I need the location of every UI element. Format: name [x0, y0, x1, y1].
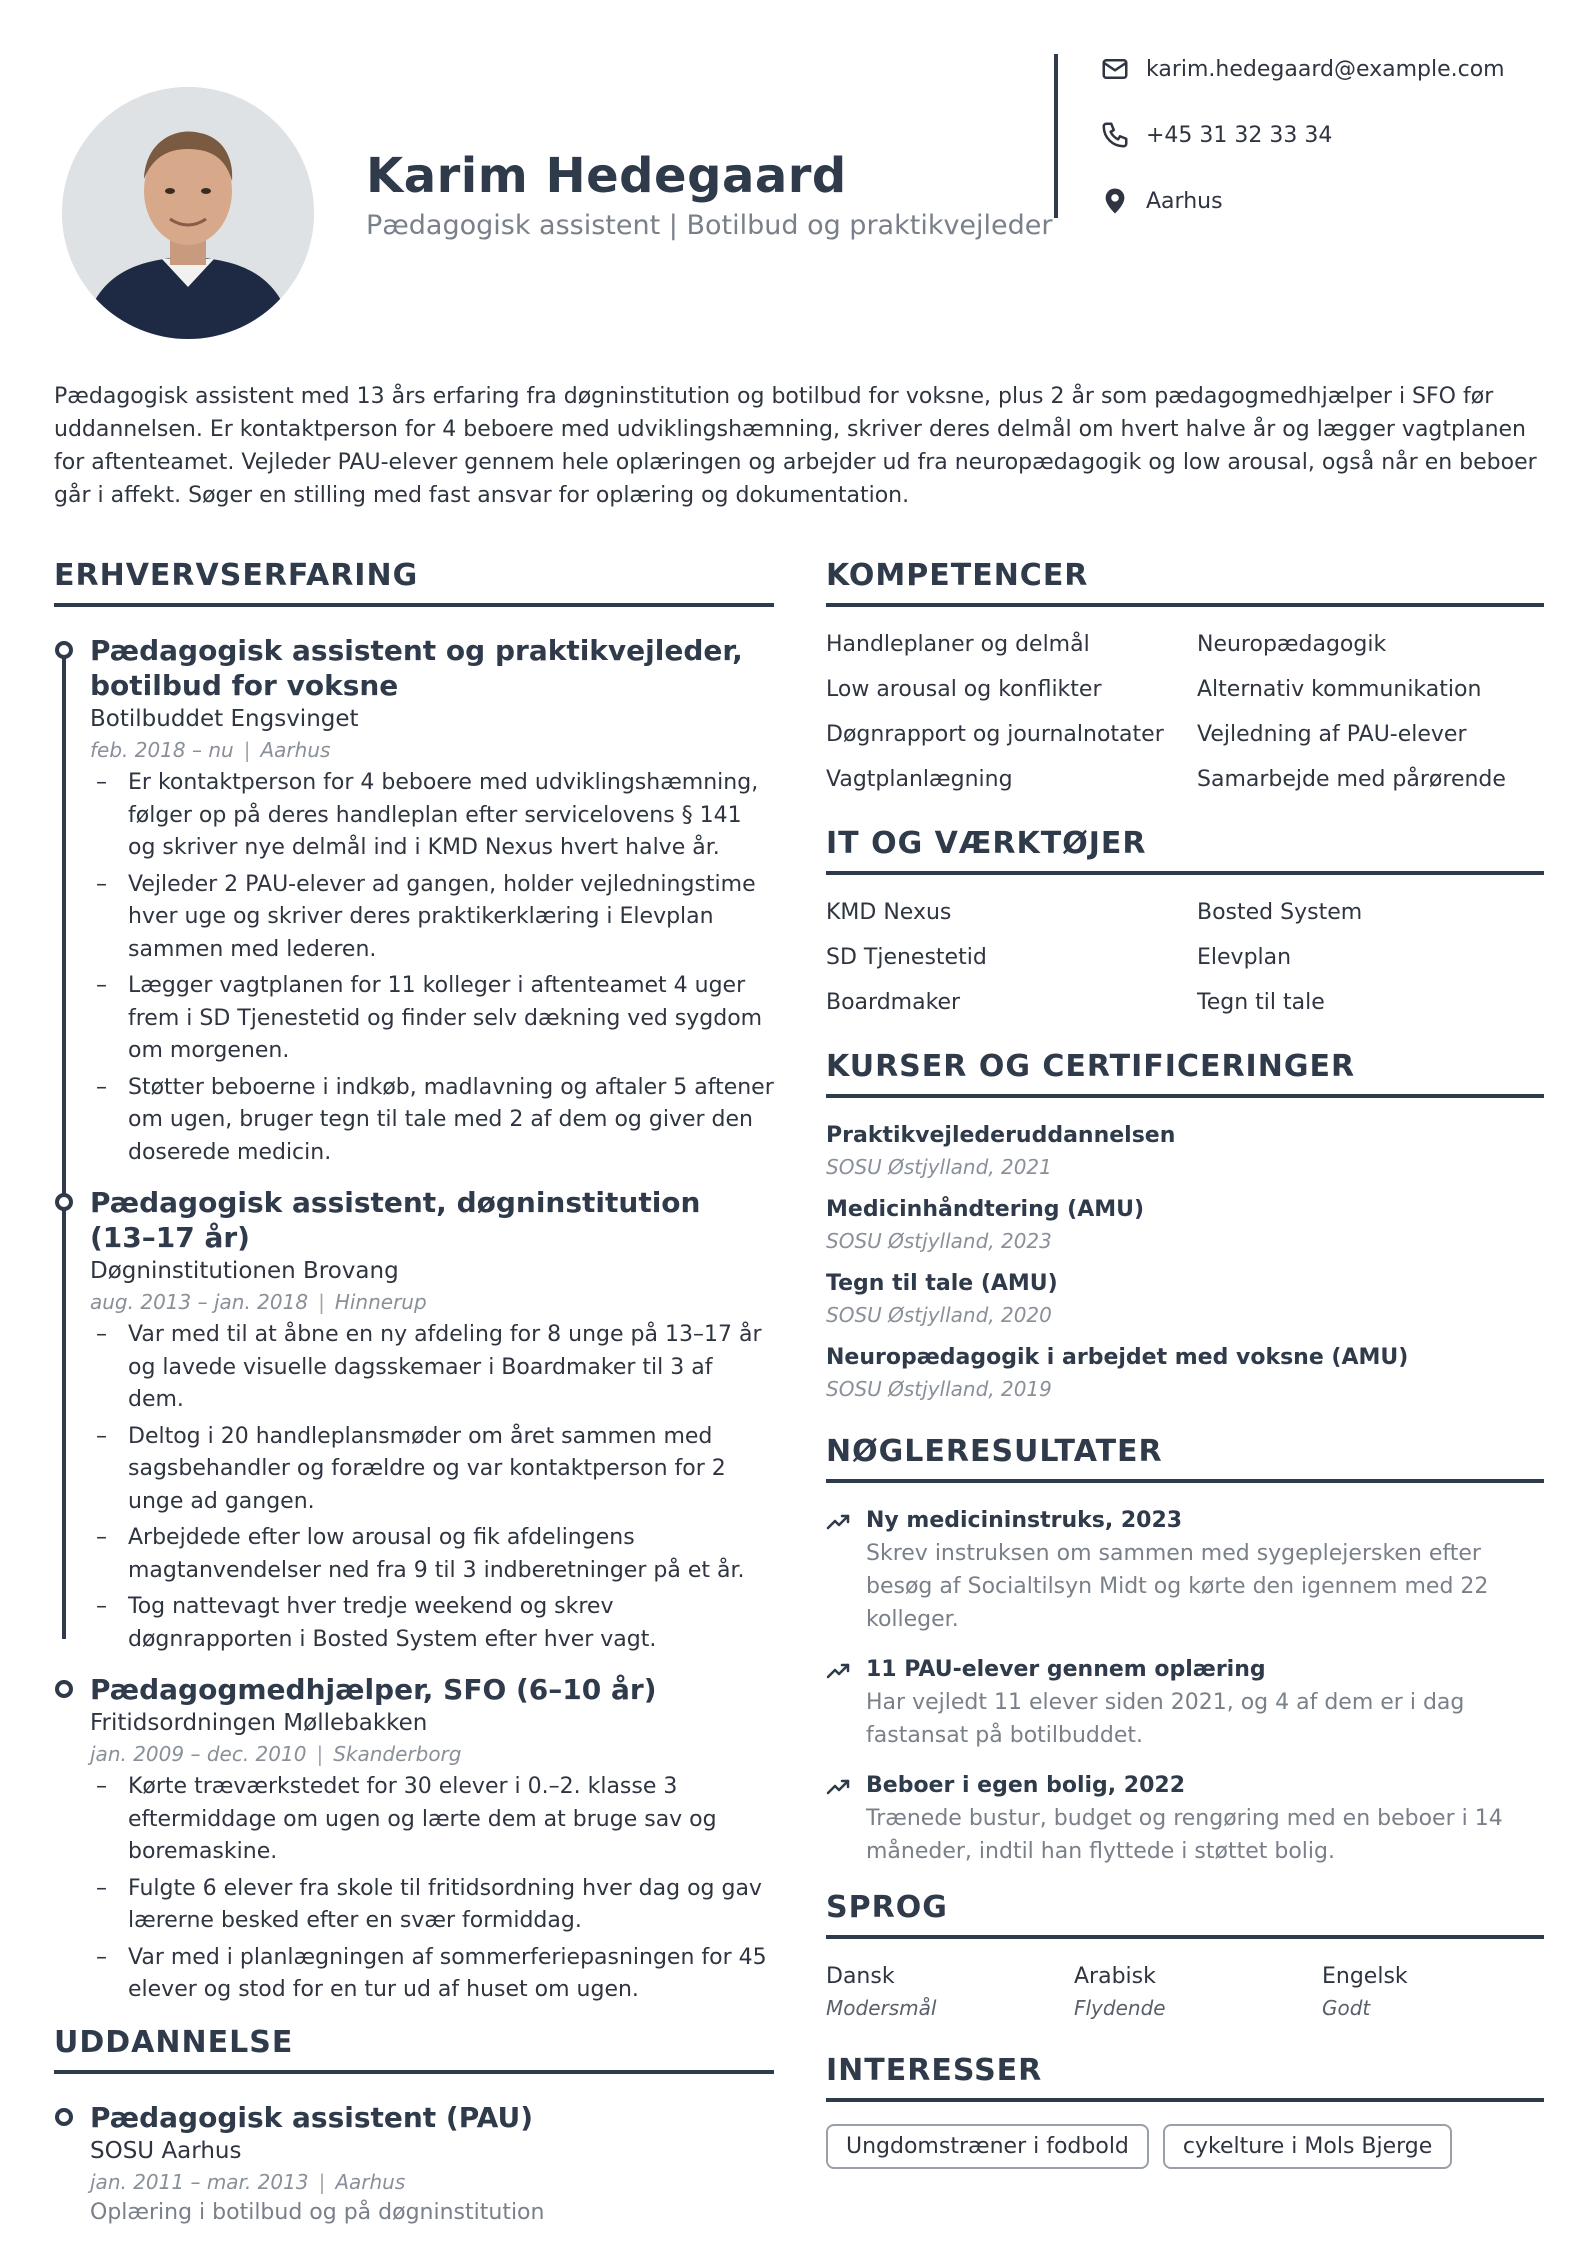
job-meta: jan. 2009 – dec. 2010 | Skanderborg — [90, 1742, 462, 1766]
phone-text: +45 31 32 33 34 — [1146, 122, 1333, 148]
tools-grid — [826, 897, 1544, 1019]
trending-up-icon — [826, 1778, 852, 1796]
job-bullet: – Vejleder 2 PAU-elever ad gangen, holder vejledningstime hver uge og skriver deres praktikerklæring i Elevplan sammen med lederen. — [90, 869, 774, 967]
skill-item: Døgnrapport og journalnotater — [826, 722, 1164, 747]
skill-item: Neuropædagogik — [1197, 632, 1387, 657]
timeline-dot — [55, 1680, 73, 1698]
trending-up-icon — [826, 1513, 852, 1531]
job-bullet: – Støtter beboerne i indkøb, madlavning og aftaler 5 aftener om ugen, bruger tegn til tale med 2 af dem og giver den doserede medicin. — [90, 1072, 774, 1170]
language-level: Modersmål — [826, 1996, 937, 2020]
language-item — [1322, 1961, 1544, 2023]
result-description: Skrev instruksen om sammen med sygeplejersken efter besøg af Socialtilsyn Midt og kørte den igennem med 22 kolleger. — [866, 1541, 1489, 1632]
job-bullet: – Arbejdede efter low arousal og fik afdelingens magtanvendelser ned fra 9 til 3 indberetninger på et år. — [90, 1522, 774, 1587]
trending-up-icon — [826, 1662, 852, 1680]
tool-item: Bosted System — [1197, 900, 1363, 925]
header-divider — [1054, 54, 1058, 218]
job-title: Pædagogisk assistent, døgninstitution (13–17 år) — [90, 1186, 701, 1254]
job-place: Hinnerup — [334, 1290, 427, 1314]
language-name: Dansk — [826, 1964, 895, 1989]
education-description: Oplæring i botilbud og på døgninstitution — [90, 2199, 545, 2225]
section-title-languages: SPROG — [826, 1890, 1544, 1939]
result-item — [826, 1770, 1544, 1868]
tool-item: Elevplan — [1197, 945, 1292, 970]
course-name: Tegn til tale (AMU) — [826, 1271, 1058, 1296]
email-text: karim.hedegaard@example.com — [1146, 56, 1505, 82]
job-bullet: – Er kontaktperson for 4 beboere med udviklingshæmning, følger op på deres handleplan efter servicelovens § 141 og skriver nye delmål ind i KMD Nexus hvert halve år. — [90, 767, 774, 865]
course-item — [826, 1120, 1544, 1182]
job-title: Pædagogmedhjælper, SFO (6–10 år) — [90, 1673, 657, 1706]
job-bullets — [90, 767, 774, 1169]
job-employer: Døgninstitutionen Brovang — [90, 1258, 399, 1284]
tool-item: KMD Nexus — [826, 900, 952, 925]
location-text: Aarhus — [1146, 188, 1223, 214]
tool-item: Boardmaker — [826, 990, 961, 1015]
candidate-subtitle: Pædagogisk assistent | Botilbud og praktikvejleder — [366, 210, 1053, 241]
skill-item: Alternativ kommunikation — [1197, 677, 1482, 702]
education-title: Pædagogisk assistent (PAU) — [90, 2100, 534, 2134]
education-dates: jan. 2011 – mar. 2013 — [90, 2169, 309, 2194]
contact-location — [1100, 186, 1223, 216]
education-list — [54, 2100, 774, 2229]
course-name: Medicinhåndtering (AMU) — [826, 1197, 1145, 1222]
job-entry — [54, 1185, 774, 1656]
job-title: Pædagogisk assistent og praktikvejleder, botilbud for voksne — [90, 634, 743, 702]
course-name: Neuropædagogik i arbejdet med voksne (AMU) — [826, 1345, 1409, 1370]
education-entry — [54, 2100, 774, 2229]
section-title-skills: KOMPETENCER — [826, 558, 1544, 607]
language-name: Arabisk — [1074, 1964, 1156, 1989]
skill-item: Vagtplanlægning — [826, 767, 1013, 792]
result-title: Ny medicininstruks, 2023 — [866, 1508, 1183, 1533]
skill-item: Samarbejde med pårørende — [1197, 767, 1506, 792]
phone-icon — [1100, 120, 1130, 150]
location-pin-icon — [1100, 186, 1130, 216]
job-bullets — [90, 1771, 774, 2007]
job-bullet: – Lægger vagtplanen for 11 kolleger i aftenteamet 4 uger frem i SD Tjenestetid og finder selv dækning ved sygdom om morgenen. — [90, 970, 774, 1068]
contact-phone[interactable] — [1100, 120, 1332, 150]
left-column — [54, 558, 774, 2245]
result-item — [826, 1505, 1544, 1636]
experience-timeline — [54, 633, 774, 2007]
course-provider: SOSU Østjylland, 2020 — [826, 1303, 1052, 1327]
job-bullet: – Var med til at åbne en ny afdeling for 8 unge på 13–17 år og lavede visuelle dagsskemaer i Boardmaker til 3 af dem. — [90, 1319, 774, 1417]
skill-item: Handleplaner og delmål — [826, 632, 1090, 657]
course-provider: SOSU Østjylland, 2023 — [826, 1229, 1052, 1253]
profile-photo — [62, 87, 314, 339]
job-employer: Botilbuddet Engsvinget — [90, 706, 359, 732]
skill-item: Vejledning af PAU-elever — [1197, 722, 1467, 747]
skills-grid — [826, 629, 1544, 796]
section-title-tools: IT OG VÆRKTØJER — [826, 826, 1544, 875]
job-meta: feb. 2018 – nu | Aarhus — [90, 738, 331, 762]
timeline-dot — [55, 2108, 73, 2126]
result-title: 11 PAU-elever gennem oplæring — [866, 1657, 1266, 1682]
job-bullet: – Fulgte 6 elever fra skole til fritidsordning hver dag og gav lærerne besked efter en svær formiddag. — [90, 1873, 774, 1938]
job-dates: feb. 2018 – nu — [90, 738, 234, 762]
job-bullets — [90, 1319, 774, 1656]
result-description: Har vejledt 11 elever siden 2021, og 4 af dem er i dag fastansat på botilbuddet. — [866, 1690, 1465, 1748]
job-dates: aug. 2013 – jan. 2018 — [90, 1290, 309, 1314]
candidate-name: Karim Hedegaard — [366, 148, 847, 204]
result-description: Trænede bustur, budget og rengøring med en beboer i 14 måneder, indtil han flyttede i støttet bolig. — [866, 1806, 1503, 1864]
language-item — [826, 1961, 1074, 2023]
mail-icon — [1100, 54, 1130, 84]
job-meta: aug. 2013 – jan. 2018 | Hinnerup — [90, 1290, 427, 1314]
job-entry — [54, 633, 774, 1169]
course-item — [826, 1194, 1544, 1256]
course-item — [826, 1268, 1544, 1330]
skill-item: Low arousal og konflikter — [826, 677, 1102, 702]
job-bullet: – Tog nattevagt hver tredje weekend og skrev døgnrapporten i Bosted System efter hver vagt. — [90, 1591, 774, 1656]
job-bullet: – Var med i planlægningen af sommerferiepasningen for 45 elever og stod for en tur ud af huset om ugen. — [90, 1942, 774, 2007]
job-place: Aarhus — [260, 738, 331, 762]
course-item — [826, 1342, 1544, 1404]
job-entry — [54, 1672, 774, 2007]
languages-list — [826, 1961, 1544, 2023]
education-meta: jan. 2011 – mar. 2013 | Aarhus — [90, 2169, 406, 2194]
language-level: Flydende — [1074, 1996, 1166, 2020]
education-place: Aarhus — [335, 2169, 406, 2194]
tool-item: Tegn til tale — [1197, 990, 1325, 1015]
courses-list — [826, 1120, 1544, 1404]
interest-tag: cykelture i Mols Bjerge — [1163, 2124, 1452, 2169]
job-employer: Fritidsordningen Møllebakken — [90, 1710, 428, 1736]
interests-tags — [826, 2124, 1544, 2169]
contact-email[interactable] — [1100, 54, 1505, 84]
tool-item: SD Tjenestetid — [826, 945, 987, 970]
right-column — [826, 558, 1544, 2169]
language-name: Engelsk — [1322, 1964, 1408, 1989]
language-level: Godt — [1322, 1996, 1371, 2020]
section-title-interests: INTERESSER — [826, 2053, 1544, 2102]
section-title-education: UDDANNELSE — [54, 2025, 774, 2074]
section-title-courses: KURSER OG CERTIFICERINGER — [826, 1049, 1544, 1098]
result-item — [826, 1654, 1544, 1752]
course-provider: SOSU Østjylland, 2019 — [826, 1377, 1052, 1401]
results-list — [826, 1505, 1544, 1868]
job-dates: jan. 2009 – dec. 2010 — [90, 1742, 307, 1766]
timeline-dot — [55, 641, 73, 659]
language-item — [1074, 1961, 1322, 2023]
job-place: Skanderborg — [333, 1742, 462, 1766]
education-school: SOSU Aarhus — [90, 2137, 242, 2164]
course-provider: SOSU Østjylland, 2021 — [826, 1155, 1052, 1179]
interest-tag: Ungdomstræner i fodbold — [826, 2124, 1149, 2169]
profile-summary: Pædagogisk assistent med 13 års erfaring fra døgninstitution og botilbud for voksne, plus 2 år som pædagogmedhjælper i SFO før uddannelsen. Er kontaktperson for 4 beboere med udviklingshæmning, skriver deres delmål om hvert halve år og lægger vagtplanen for aftenteamet. Vejleder PAU-elever gennem hele oplæringen og arbejder ud fra neuropædagogik og low arousal, også når en beboer går i affekt. Søger en stilling med fast ansvar for oplæring og dokumentation. — [54, 384, 1537, 508]
job-bullet: – Kørte træværkstedet for 30 elever i 0.–2. klasse 3 eftermiddage om ugen og lærte dem at bruge sav og boremaskine. — [90, 1771, 774, 1869]
timeline-dot — [55, 1193, 73, 1211]
job-bullet: – Deltog i 20 handleplansmøder om året sammen med sagsbehandler og forældre og var kontaktperson for 2 unge ad gangen. — [90, 1421, 774, 1519]
course-name: Praktikvejlederuddannelsen — [826, 1123, 1176, 1148]
section-title-experience: ERHVERVSERFARING — [54, 558, 774, 607]
section-title-results: NØGLERESULTATER — [826, 1434, 1544, 1483]
result-title: Beboer i egen bolig, 2022 — [866, 1773, 1186, 1798]
